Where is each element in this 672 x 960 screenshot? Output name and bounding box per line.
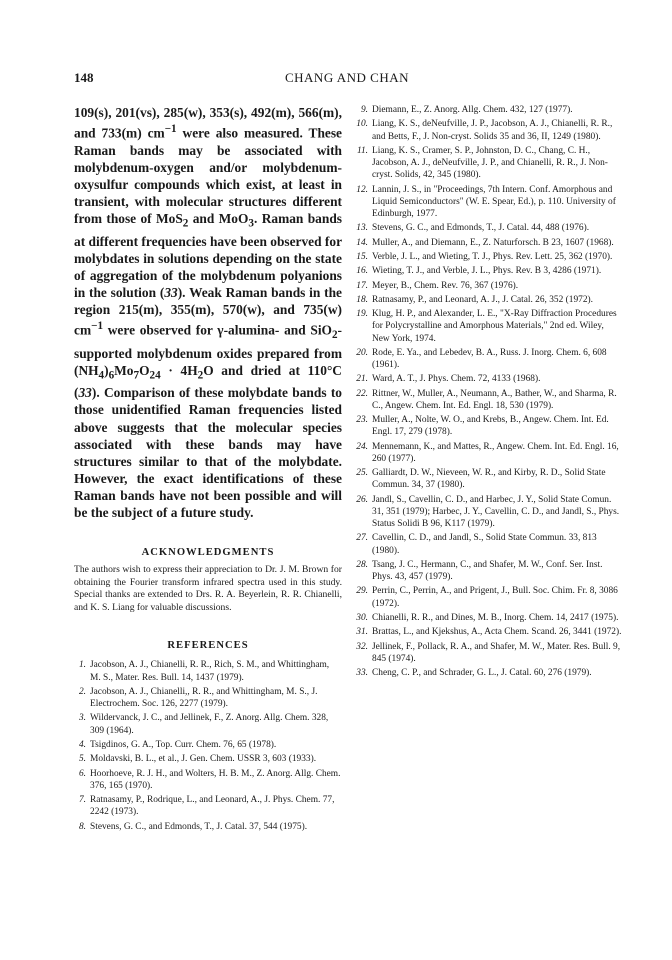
reference-number: 25.: [356, 468, 368, 479]
reference-item: [354, 347, 622, 371]
right-column: [354, 104, 622, 681]
references-list-right: [354, 104, 622, 679]
reference-item: [354, 414, 622, 438]
reference-number: 11.: [356, 145, 368, 156]
reference-text: Wildervanck, J. C., and Jellinek, F., Z. Anorg. Allg. Chem. 328, 309 (1964).: [90, 713, 329, 736]
page-number: 148: [74, 70, 94, 85]
reference-number: 8.: [78, 821, 86, 832]
reference-text: Hoorhoeve, R. J. H., and Wolters, H. B. M., Z. Anorg. Allg. Chem. 376, 165 (1970).: [90, 768, 341, 791]
acknowledgments-text: The authors wish to express their appreciation to Dr. J. M. Brown for obtaining the Fourier transform infrared spectra used in this study. Special thanks are extended to Drs. R. A. Beyerlein, R. R. Chianelli, and K. S. Liang for valuable discussions.: [74, 564, 342, 613]
reference-item: [74, 686, 342, 710]
reference-text: Ward, A. T., J. Phys. Chem. 72, 4133 (1968).: [372, 374, 541, 385]
reference-text: Perrin, C., Perrin, A., and Prigent, J., Bull. Soc. Chim. Fr. 8, 3086 (1972).: [372, 586, 618, 609]
reference-item: [354, 294, 622, 306]
reference-number: 4.: [78, 739, 86, 750]
reference-number: 16.: [356, 266, 368, 277]
reference-number: 6.: [78, 768, 86, 779]
reference-number: 17.: [356, 280, 368, 291]
reference-item: [354, 265, 622, 277]
reference-text: Lannin, J. S., in "Proceedings, 7th Intern. Conf. Amorphous and Liquid Semiconductors" (W. E. Spear, Ed.), p. 110. University of Edinburgh, 1977.: [372, 184, 616, 219]
reference-item: [354, 494, 622, 530]
reference-item: [354, 626, 622, 638]
reference-item: [354, 237, 622, 249]
reference-number: 18.: [356, 294, 368, 305]
reference-text: Diemann, E., Z. Anorg. Allg. Chem. 432, 127 (1977).: [372, 105, 573, 115]
reference-text: Tsigdinos, G. A., Top. Curr. Chem. 76, 65 (1978).: [90, 739, 277, 750]
reference-item: [354, 441, 622, 465]
reference-number: 1.: [78, 660, 86, 671]
reference-item: [74, 753, 342, 765]
reference-number: 28.: [356, 559, 368, 570]
reference-text: Cavellin, C. D., and Jandl, S., Solid State Commun. 33, 813 (1980).: [372, 533, 597, 556]
acknowledgments-heading: ACKNOWLEDGMENTS: [141, 547, 275, 559]
reference-text: Jellinek, F., Pollack, R. A., and Shafer, M. W., Mater. Res. Bull. 9, 845 (1974).: [372, 641, 621, 664]
reference-number: 14.: [356, 237, 368, 248]
reference-text: Klug, H. P., and Alexander, L. E., "X-Ray Diffraction Procedures for Polycrystalline and Amorphous Materials," 2nd ed. Wiley, New York, 1974.: [372, 309, 617, 344]
reference-number: 27.: [356, 533, 368, 544]
reference-number: 7.: [78, 795, 86, 806]
running-head: CHANG AND CHAN: [284, 70, 409, 85]
reference-number: 23.: [356, 415, 368, 426]
reference-item: [74, 794, 342, 818]
reference-number: 2.: [78, 686, 86, 697]
reference-text: Mennemann, K., and Mattes, R., Angew. Chem. Int. Ed. Engl. 16, 260 (1977).: [372, 441, 619, 464]
reference-text: Tsang, J. C., Hermann, C., and Shafer, M. W., Conf. Ser. Inst. Phys. 43, 457 (1979).: [372, 559, 603, 583]
reference-number: 13.: [356, 223, 368, 234]
reference-item: [74, 821, 342, 833]
reference-number: 19.: [356, 309, 368, 320]
references-list-left: [74, 659, 342, 832]
reference-text: Brattas, L., and Kjekshus, A., Acta Chem. Scand. 26, 3441 (1972).: [372, 627, 622, 638]
reference-text: Jacobson, A. J., Chianelli, R. R., Rich, S. M., and Whittingham, M. S., Mater. Res. Bull. 14, 1437 (1979).: [90, 660, 330, 683]
reference-item: [354, 308, 622, 344]
reference-text: Jacobson, A. J., Chianelli,, R. R., and Whittingham, M. S., J. Electrochem. Soc. 126, 2277 (1979).: [90, 686, 318, 710]
reference-number: 33.: [356, 668, 368, 679]
reference-item: [354, 118, 622, 142]
reference-number: 3.: [78, 713, 86, 724]
reference-item: [354, 145, 622, 181]
reference-text: Stevens, G. C., and Edmonds, T., J. Catal. 44, 488 (1976).: [372, 223, 590, 234]
reference-number: 31.: [356, 627, 368, 638]
reference-text: Ratnasamy, P., and Leonard, A. J., J. Catal. 26, 352 (1972).: [372, 294, 593, 305]
reference-text: Rode, E. Ya., and Lebedev, B. A., Russ. J. Inorg. Chem. 6, 608 (1961).: [372, 347, 607, 371]
reference-text: Ratnasamy, P., Rodrique, L., and Leonard, A., J. Phys. Chem. 77, 2242 (1973).: [90, 795, 335, 818]
reference-item: [354, 184, 622, 220]
reference-text: Wieting, T. J., and Verble, J. L., Phys. Rev. B 3, 4286 (1971).: [372, 266, 602, 277]
reference-text: Liang, K. S., Cramer, S. P., Johnston, D. C., Chang, C. H., Jacobson, A. J., deNeufville, J. P., and Chianelli, R. R., J. Non-cryst. Solids, 42, 345 (1980).: [372, 145, 608, 181]
reference-text: Muller, A., Nolte, W. O., and Krebs, B., Angew. Chem. Int. Ed. Engl. 17, 279 (1978).: [372, 415, 609, 438]
reference-text: Stevens, G. C., and Edmonds, T., J. Catal. 37, 544 (1975).: [90, 821, 308, 832]
reference-number: 24.: [356, 441, 368, 452]
reference-item: [354, 222, 622, 234]
reference-number: 21.: [356, 374, 368, 385]
reference-number: 29.: [356, 586, 368, 597]
reference-number: 15.: [356, 251, 368, 262]
reference-number: 20.: [356, 347, 368, 358]
references-heading: REFERENCES: [167, 640, 249, 652]
reference-text: Cheng, C. P., and Schrader, G. L., J. Catal. 60, 276 (1979).: [372, 668, 592, 679]
reference-number: 22.: [356, 388, 368, 399]
reference-text: Jandl, S., Cavellin, C. D., and Harbec, J. Y., Solid State Comun. 31, 351 (1979); Harbec, J. Y., Cavellin, C. D., and Jandl, S., Phys. Status Solidi B 96, K117 (1979).: [372, 494, 620, 530]
left-column: [74, 104, 342, 835]
page-header: [74, 70, 620, 86]
reference-item: [354, 559, 622, 583]
reference-text: Rittner, W., Muller, A., Neumann, A., Bather, W., and Sharma, R. C., Angew. Chem. Int. Ed. Engl. 18, 530 (1979).: [372, 388, 617, 411]
reference-number: 26.: [356, 494, 368, 505]
reference-item: [354, 251, 622, 263]
reference-item: [354, 373, 622, 385]
reference-item: [74, 659, 342, 683]
reference-number: 32.: [356, 641, 368, 652]
reference-item: [354, 667, 622, 679]
reference-item: [354, 467, 622, 491]
reference-number: 12.: [356, 184, 368, 195]
reference-text: Muller, A., and Diemann, E., Z. Naturforsch. B 23, 1607 (1968).: [372, 237, 614, 248]
reference-item: [354, 612, 622, 624]
reference-text: Moldavski, B. L., et al., J. Gen. Chem. USSR 3, 603 (1933).: [90, 754, 317, 765]
reference-item: [74, 739, 342, 751]
reference-text: Galliardt, D. W., Nieveen, W. R., and Kirby, R. D., Solid State Commun. 34, 37 (1980).: [372, 468, 606, 491]
reference-item: [74, 712, 342, 736]
reference-item: [354, 104, 622, 116]
body-paragraph: 109(s), 201(vs), 285(w), 353(s), 492(m), 566(m), and 733(m) $cm^{-1}$ were also measured. These Raman bands may be associated with molybdenum-oxygen and/or molybdenum-oxysulfur compounds which exist, at least in transient, with molecular structures different from those of MoS$_2$ and MoO$_3$. Raman bands at different frequencies have been observed for molybdates in solutions depending on the state of aggregation of the molybdenum polyanions in the solution (33). Weak Raman bands in the region 215(m), 355(m), 570(w), and 735(w) $cm^{-1}$ were observed for γ-alumina- and SiO$_2$-supported molybdenum oxides prepared from $(NH_4)_6Mo_7O_{24} \cdot 4H_2O$ and dried at 110°C (33). Comparison of these molybdate bands to those unidentified Raman frequencies listed above suggests that the molecular species associated with these bands may have structures similar to that of the molybdate. However, the exact identifications of these Raman bands have not been possible and will be the subject of a future study.: [74, 105, 343, 521]
reference-text: Meyer, B., Chem. Rev. 76, 367 (1976).: [372, 280, 519, 291]
reference-item: [354, 532, 622, 556]
reference-item: [354, 388, 622, 412]
reference-item: [354, 585, 622, 609]
reference-text: Chianelli, R. R., and Dines, M. B., Inorg. Chem. 14, 2417 (1975).: [372, 612, 619, 623]
reference-number: 9.: [360, 105, 368, 115]
reference-text: Liang, K. S., deNeufville, J. P., Jacobson, A. J., Chianelli, R. R., and Betts, F., J. Non-cryst. Solids 35 and 36, II, 1249 (1980).: [372, 119, 613, 142]
reference-text: Verble, J. L., and Wieting, T. J., Phys. Rev. Lett. 25, 362 (1970).: [372, 251, 613, 262]
reference-number: 5.: [78, 754, 86, 765]
reference-item: [354, 280, 622, 292]
reference-number: 30.: [356, 612, 368, 623]
reference-number: 10.: [356, 119, 368, 130]
reference-item: [74, 768, 342, 792]
reference-item: [354, 641, 622, 665]
